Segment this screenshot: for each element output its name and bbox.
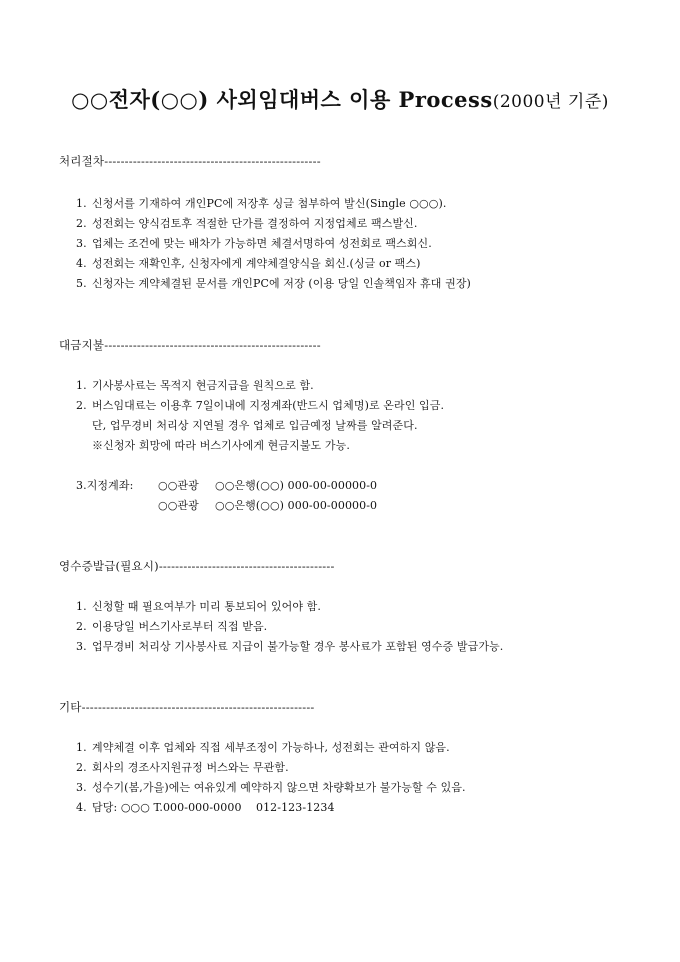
section-heading-receipt: 영수증발급(필요시)-------------------------------------------: [59, 559, 335, 573]
item-number: 1.: [76, 197, 87, 210]
etc-item: [76, 799, 335, 815]
item-number: 2.: [76, 761, 87, 774]
procedure-item: [76, 195, 446, 211]
title-year: (2000년 기준): [492, 92, 609, 112]
item-number: 1.: [76, 600, 87, 613]
account-row: [158, 497, 377, 513]
account-bank: ○○은행(○○) 000-00-00000-0: [215, 499, 378, 512]
procedure-item: [76, 215, 418, 231]
receipt-item: [76, 598, 321, 614]
item-text: 성전회는 재확인후, 신청자에게 계약체결양식을 회신.(싱글 or 팩스): [92, 257, 421, 270]
receipt-item: [76, 638, 503, 654]
etc-item: [76, 759, 289, 775]
item-number: 2.: [76, 620, 87, 633]
section-heading-procedure: 처리절차-----------------------------------------------------: [59, 154, 321, 168]
item-text: 계약체결 이후 업체와 직접 세부조정이 가능하나, 성전회는 관여하지 않음.: [92, 741, 450, 754]
section-heading-etc: 기타---------------------------------------------------------: [59, 700, 315, 714]
item-number: 3.: [76, 640, 87, 653]
procedure-item: [76, 255, 421, 271]
item-text: 기사봉사료는 목적지 현금지급을 원칙으로 함.: [92, 379, 314, 392]
account-label: 3.지정계좌:: [76, 479, 134, 492]
item-number: 4.: [76, 801, 87, 814]
title-main: ○○전자(○○) 사외임대버스 이용 Process: [71, 87, 493, 112]
receipt-item: [76, 618, 267, 634]
procedure-item: [76, 235, 432, 251]
account-company: ○○관광: [158, 499, 199, 512]
account-company: ○○관광: [158, 479, 199, 492]
item-text: 버스임대료는 이용후 7일이내에 지정계좌(반드시 업체명)로 온라인 입금.: [92, 399, 445, 412]
item-number: 3.: [76, 237, 87, 250]
item-text: 이용당일 버스기사로부터 직접 받음.: [92, 620, 268, 633]
item-text: 신청할 때 필요여부가 미리 통보되어 있어야 함.: [92, 600, 321, 613]
item-text: 신청서를 기재하여 개인PC에 저장후 싱글 첨부하여 발신(Single ○○○).: [92, 197, 447, 210]
item-text: 성전회는 양식검토후 적절한 단가를 결정하여 지정업체로 팩스발신.: [92, 217, 418, 230]
item-number: 2.: [76, 217, 87, 230]
item-text: 담당: ○○○ T.000-000-0000 012-123-1234: [92, 801, 335, 814]
payment-note: 단, 업무경비 처리상 지연될 경우 업체로 입금예정 날짜를 알려준다.: [92, 419, 418, 432]
etc-item: [76, 779, 466, 795]
payment-item: [76, 397, 444, 413]
item-number: 2.: [76, 399, 87, 412]
procedure-item: [76, 275, 471, 291]
section-heading-payment: 대금지불-----------------------------------------------------: [59, 338, 321, 352]
item-text: 성수기(봄,가을)에는 여유있게 예약하지 않으면 차량확보가 불가능할 수 있음.: [92, 781, 466, 794]
item-number: 1.: [76, 741, 87, 754]
etc-item: [76, 739, 450, 755]
item-number: 5.: [76, 277, 87, 290]
item-number: 1.: [76, 379, 87, 392]
payment-note: ※신청자 희망에 따라 버스기사에게 현금지불도 가능.: [92, 439, 350, 452]
account-bank: ○○은행(○○) 000-00-00000-0: [215, 479, 378, 492]
payment-item: [76, 377, 314, 393]
item-text: 신청자는 계약체결된 문서를 개인PC에 저장 (이용 당일 인솔책임자 휴대 권장): [92, 277, 471, 290]
account-row: [76, 477, 377, 493]
item-text: 회사의 경조사지원규정 버스와는 무관함.: [92, 761, 289, 774]
item-text: 업체는 조건에 맞는 배차가 가능하면 체결서명하여 성전회로 팩스회신.: [92, 237, 432, 250]
item-number: 4.: [76, 257, 87, 270]
document-title: [0, 84, 680, 114]
item-number: 3.: [76, 781, 87, 794]
item-text: 업무경비 처리상 기사봉사료 지급이 불가능할 경우 봉사료가 포함된 영수증 발급가능.: [92, 640, 504, 653]
